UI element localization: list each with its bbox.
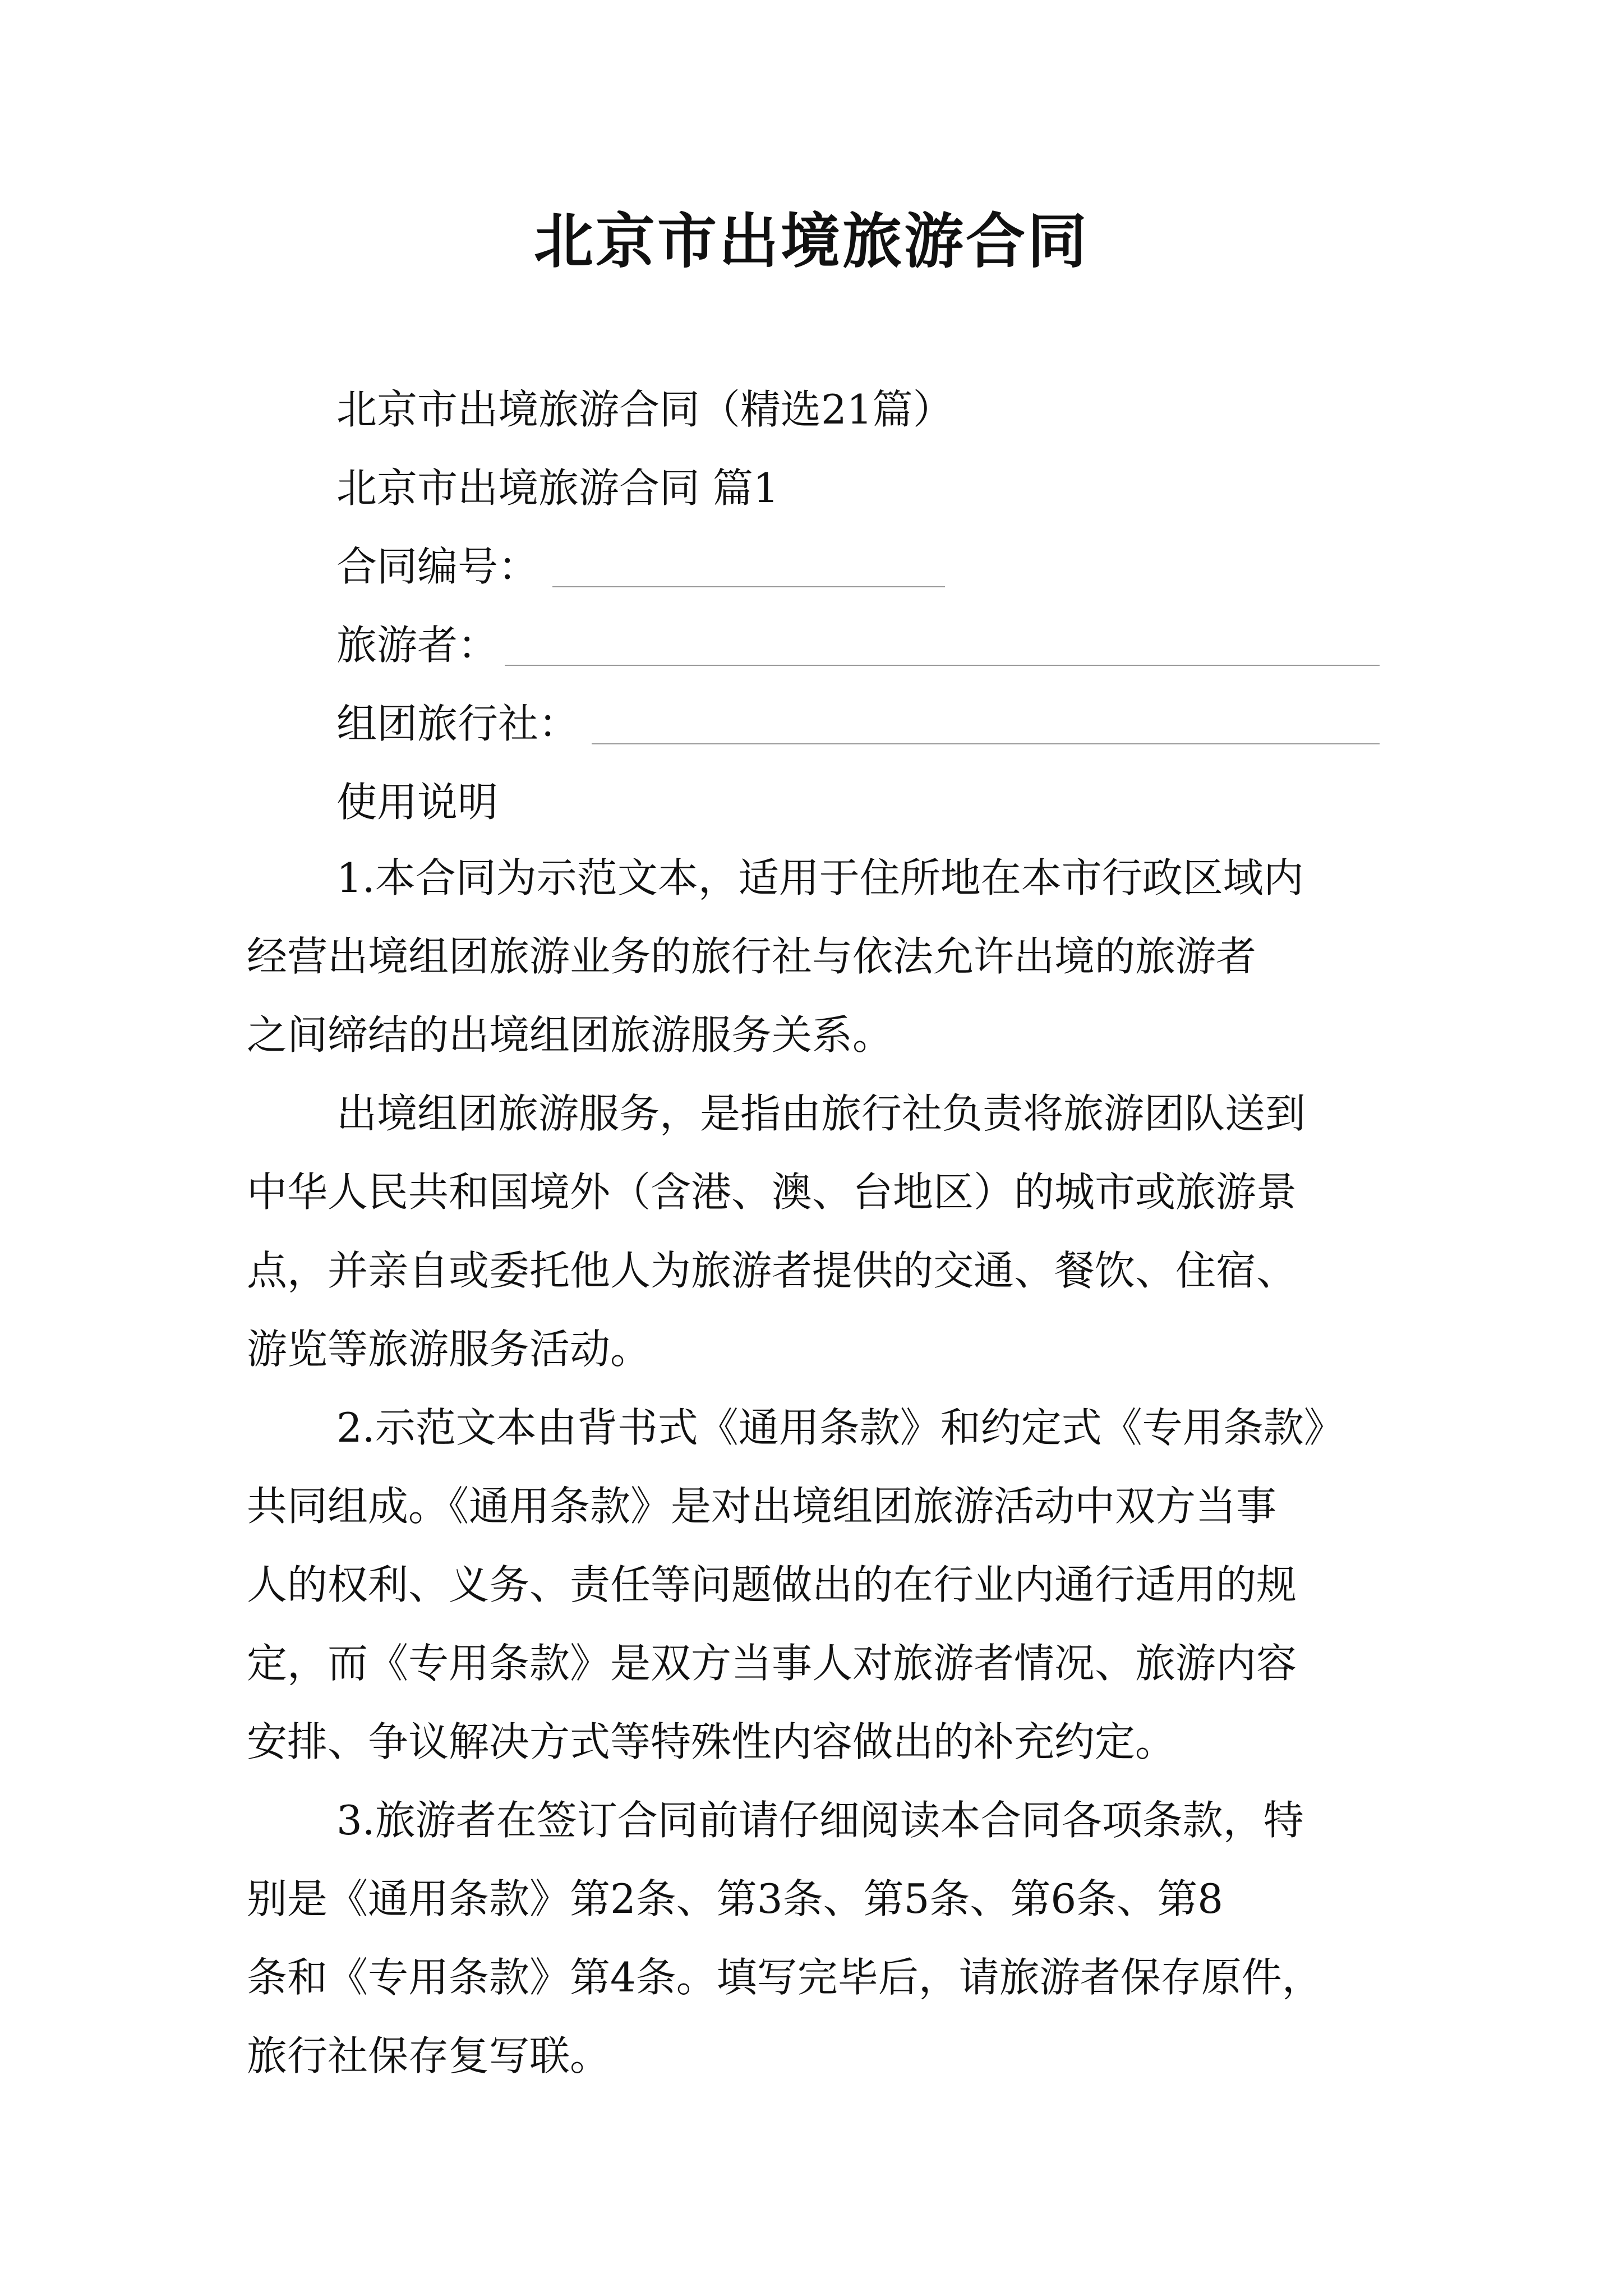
tourist-blank[interactable] (505, 665, 1380, 666)
tourist-label: 旅游者： (336, 622, 499, 669)
body-line: 1.本合同为示范文本，适用于住所地在本市行政区域内 (336, 854, 1304, 901)
body-line: 旅行社保存复写联。 (247, 2032, 611, 2079)
contract-number-label: 合同编号： (336, 543, 539, 590)
body-line: 安排、争议解决方式等特殊性内容做出的补充约定。 (247, 1718, 1176, 1765)
usage-heading: 使用说明 (336, 779, 499, 826)
body-line: 出境组团旅游服务，是指由旅行社负责将旅游团队送到 (336, 1090, 1306, 1137)
body-line: 3.旅游者在签订合同前请仔细阅读本合同各项条款，特 (336, 1797, 1304, 1844)
body-line: 之间缔结的出境组团旅游服务关系。 (247, 1011, 893, 1059)
travel-agency-label: 组团旅行社： (336, 700, 579, 747)
body-line: 游览等旅游服务活动。 (247, 1326, 651, 1373)
body-line: 中华人民共和国境外（含港、澳、台地区）的城市或旅游景 (247, 1168, 1297, 1216)
travel-agency-blank[interactable] (592, 743, 1380, 744)
body-line: 条和《专用条款》第4条。填写完毕后，请旅游者保存原件， (247, 1954, 1322, 2001)
part-heading: 北京市出境旅游合同 篇1 (336, 464, 779, 512)
contract-number-field (336, 539, 538, 595)
body-line: 2.示范文本由背书式《通用条款》和约定式《专用条款》 (336, 1404, 1344, 1451)
body-line: 经营出境组团旅游业务的旅行社与依法允许出境的旅游者 (247, 933, 1257, 980)
travel-agency-field (336, 696, 579, 752)
contract-number-blank[interactable] (552, 586, 945, 587)
tourist-field (336, 617, 498, 673)
body-line: 共同组成。《通用条款》是对出境组团旅游活动中双方当事 (247, 1483, 1277, 1530)
document-title: 北京市出境旅游合同 (534, 206, 1089, 276)
body-line: 人的权利、义务、责任等问题做出的在行业内通行适用的规 (247, 1561, 1297, 1608)
document-subtitle: 北京市出境旅游合同（精选21篇） (336, 386, 953, 433)
body-line: 点，并亲自或委托他人为旅游者提供的交通、餐饮、住宿、 (247, 1247, 1297, 1294)
body-line: 定，而《专用条款》是双方当事人对旅游者情况、旅游内容 (247, 1640, 1297, 1687)
body-line: 别是《通用条款》第2条、第3条、第5条、第6条、第8 (247, 1875, 1224, 1922)
